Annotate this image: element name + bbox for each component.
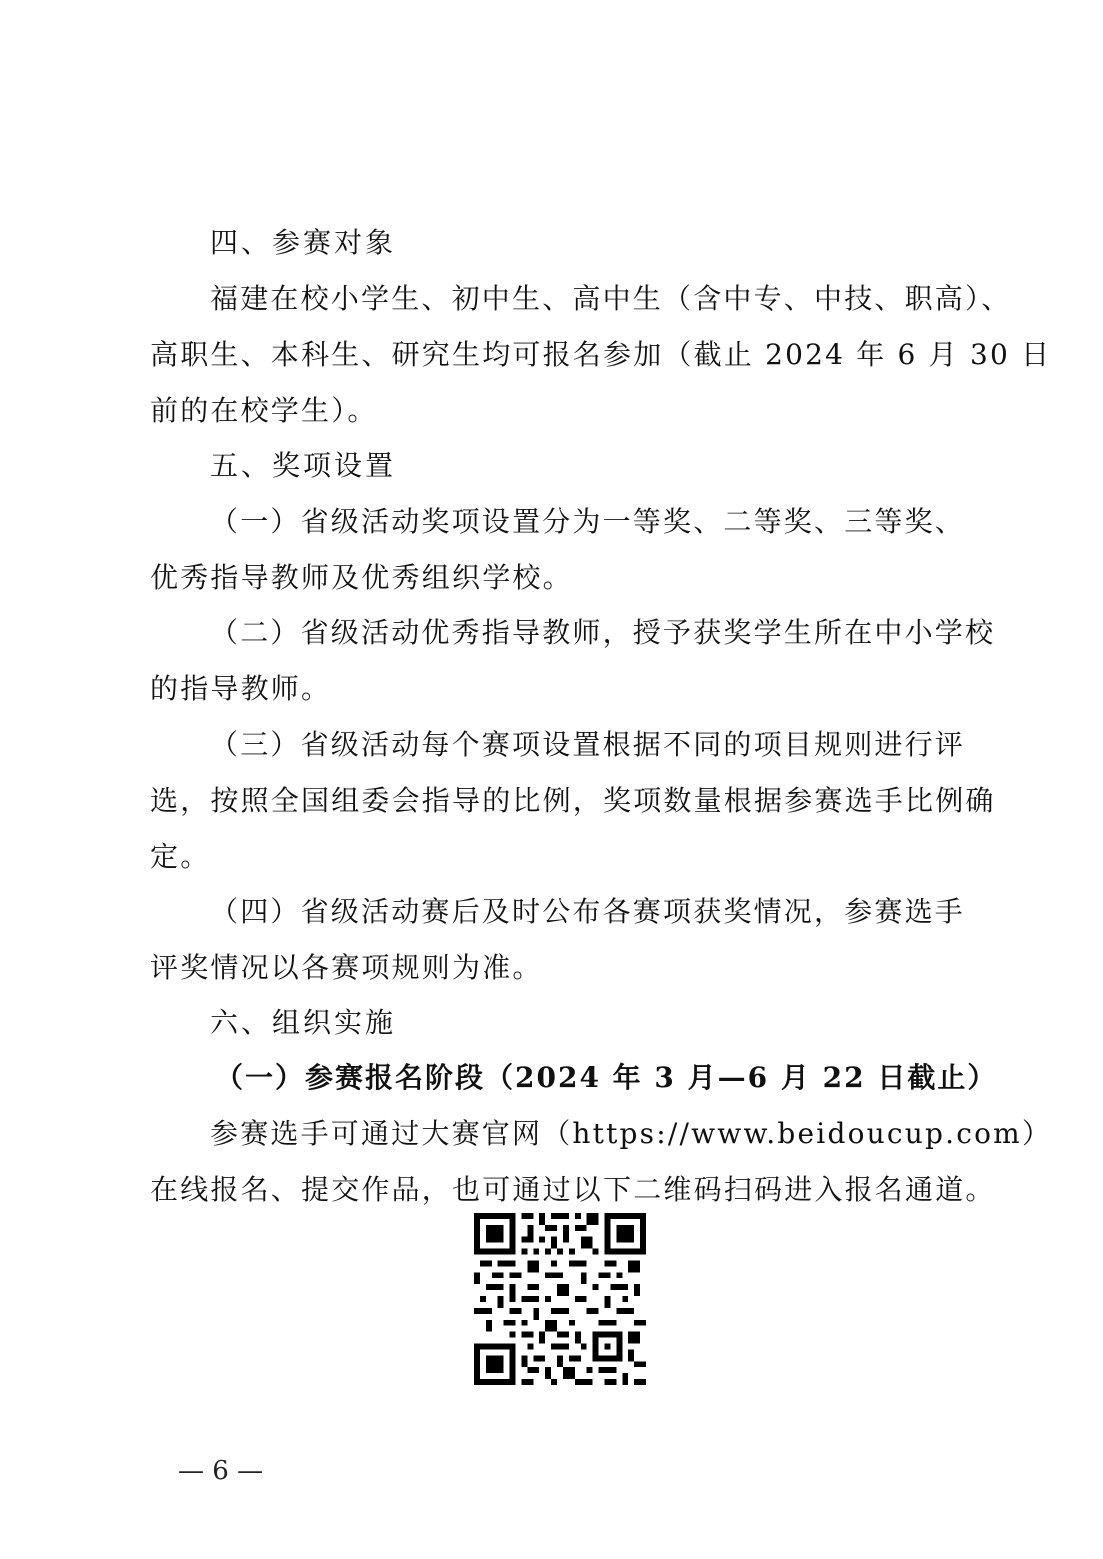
- section-5-item-1-line-2: 优秀指导教师及优秀组织学校。: [150, 561, 573, 594]
- section-5-item-3-line-1: （三）省级活动每个赛项设置根据不同的项目规则进行评: [210, 728, 966, 761]
- section-5-item-3-line-2: 选，按照全国组委会指导的比例，奖项数量根据参赛选手比例确: [150, 784, 996, 817]
- section-4-line-2: 高职生、本科生、研究生均可报名参加（截止 2024 年 6 月 30 日: [150, 338, 1052, 371]
- page-number: — 6 —: [178, 1456, 264, 1486]
- section-4-line-3: 前的在校学生）。: [150, 394, 378, 427]
- section-5-item-1-line-1: （一）省级活动奖项设置分为一等奖、二等奖、三等奖、: [210, 505, 966, 538]
- section-6-heading: 六、组织实施: [210, 1006, 397, 1039]
- section-5-item-2-line-1: （二）省级活动优秀指导教师，授予获奖学生所在中小学校: [210, 616, 996, 649]
- section-6-line-2: 在线报名、提交作品，也可通过以下二维码扫码进入报名通道。: [150, 1173, 996, 1206]
- qr-code-graphic: [472, 1213, 648, 1385]
- section-6-line-1: 参赛选手可通过大赛官网（https://www.beidoucup.com）: [210, 1117, 1053, 1150]
- section-5-item-2-line-2: 的指导教师。: [150, 672, 332, 705]
- section-4-heading: 四、参赛对象: [210, 226, 397, 259]
- qr-code-icon[interactable]: [472, 1213, 648, 1385]
- section-6-subheading: （一）参赛报名阶段（2024 年 3 月—6 月 22 日截止）: [215, 1061, 998, 1094]
- section-4-line-1: 福建在校小学生、初中生、高中生（含中专、中技、职高）、: [210, 282, 1012, 315]
- section-5-item-4-line-2: 评奖情况以各赛项规则为准。: [150, 951, 543, 984]
- section-5-heading: 五、奖项设置: [210, 449, 397, 482]
- section-5-item-3-line-3: 定。: [150, 840, 211, 873]
- section-5-item-4-line-1: （四）省级活动赛后及时公布各赛项获奖情况，参赛选手: [210, 895, 966, 928]
